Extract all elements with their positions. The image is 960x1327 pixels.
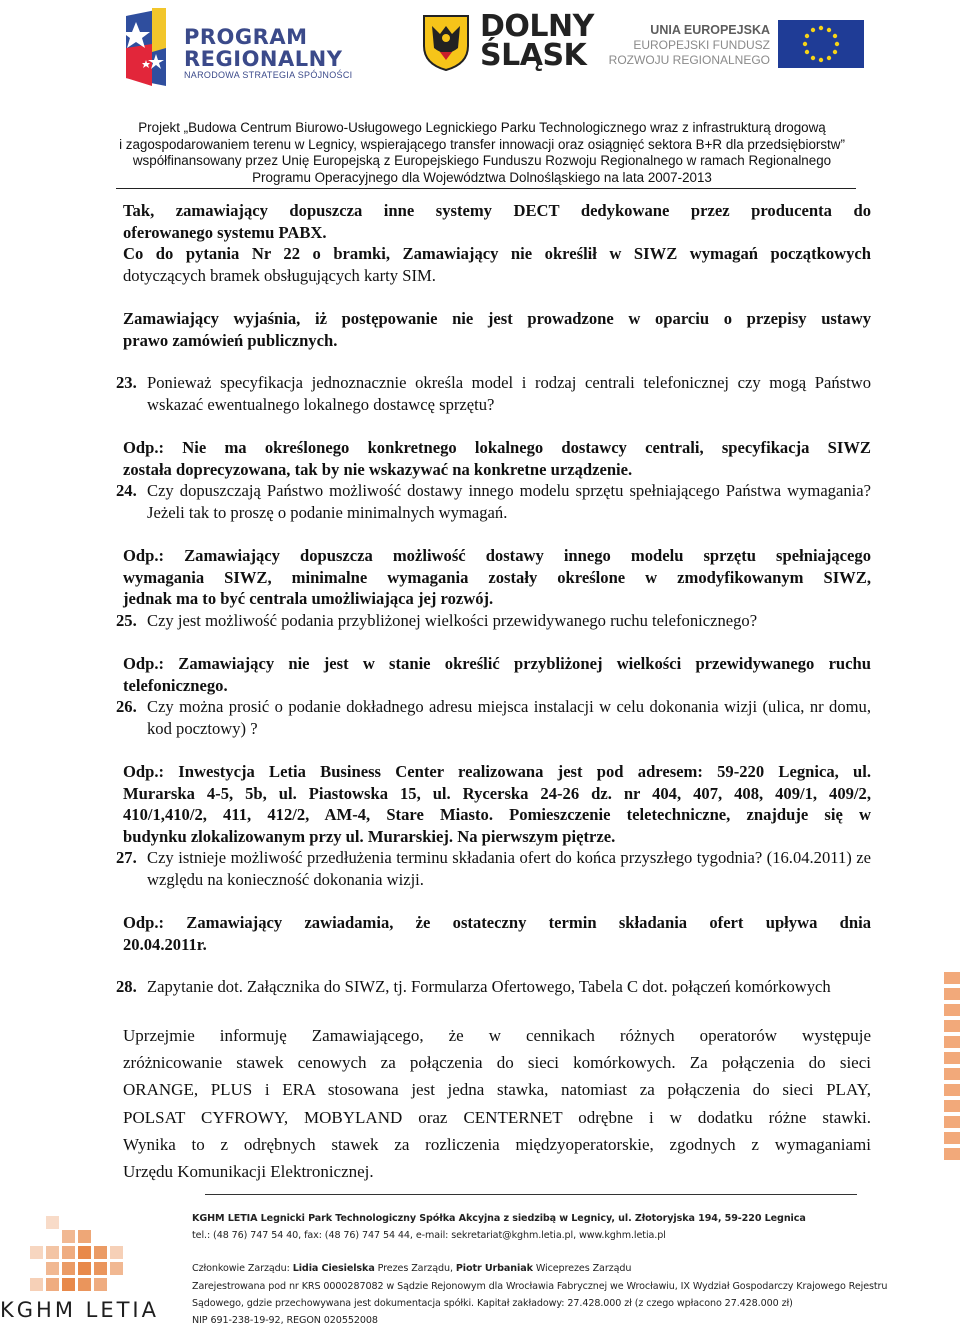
answer-24: Odp.: Zamawiający dopuszcza możliwość dostawy innego modelu sprzętu spełniającego wymagania SIWZ, minimalne wymagania zostały określone w zmodyfikowanym SIWZ, jednak ma to być centrala umożliwiająca jej rozwój. bbox=[123, 546, 871, 609]
kghm-letia-logo-text: KGHM LETIA bbox=[0, 1298, 159, 1322]
footer-divider bbox=[205, 1194, 857, 1195]
eu-logo bbox=[608, 20, 864, 70]
paragraph-pzp: Zamawiający wyjaśnia, iż postępowanie nie jest prowadzone w oparciu o przepisy ustawy prawo zamówień publicznych. bbox=[123, 309, 871, 350]
dolny-slask-crest-icon bbox=[420, 12, 472, 72]
question-25: 25. Czy jest możliwość podania przybliżonej wielkości przewidywanego ruchu telefonicznego? bbox=[116, 611, 758, 630]
project-description bbox=[112, 120, 852, 187]
program-regionalny-subtitle: NARODOWA STRATEGIA SPÓJNOŚCI bbox=[184, 70, 353, 80]
question-23: 23. Ponieważ specyfikacja jednoznacznie określa model i rodzaj centrali telefonicznej czy mogą Państwo wskazać ewentualnego lokalnego dostawcę sprzętu? bbox=[116, 373, 871, 414]
answer-26: Odp.: Inwestycja Letia Business Center realizowana jest pod adresem: 59-220 Legnica, ul. Murarska 4-5, 5b, ul. Piastowska 15, ul. Rycerska 24-26 dz. nr 404, 407, 408, 409/1, 409/2, 410/1,410/2, 411, 412/2, AM-4, Stare Miasto. Pomieszczenie teletechniczne, znajduje się w budynku zlokalizowanym przy ul. Murarskiej. Na pierwszym piętrze. bbox=[123, 762, 871, 846]
paragraph-dect: Tak, zamawiający dopuszcza inne systemy DECT dedykowane przez producenta do oferowanego systemu PABX. Co do pytania Nr 22 o bramki, Zamawiający nie określił w SIWZ wymagań początkowych dotyczących bramek obsługujących karty SIM. bbox=[123, 201, 871, 285]
project-line: Projekt „Budowa Centrum Biurowo-Usługowego Legnickiego Parku Technologicznego wraz z infrastrukturą drogową bbox=[138, 120, 826, 135]
program-regionalny-title: PROGRAM REGIONALNY bbox=[184, 25, 343, 71]
dolny-slask-title: DOLNY ŚLĄSK bbox=[480, 9, 594, 73]
question-27: 27. Czy istnieje możliwość przedłużenia terminu składania ofert do końca przyszłego tygodnia? (16.04.2011) ze względu na konieczność dokonania wizji. bbox=[116, 848, 871, 889]
footer-capital-line: Sądowego, gdzie przechowywana jest dokumentacja spółki. Kapitał zakładowy: 27.428.000 zł (z czego wpłacono 27.428.000 zł) bbox=[192, 1298, 793, 1309]
project-line: i zagospodarowaniem terenu w Legnicy, wspierającego transfer innowacji oraz osiągnięć sektora B+R dla przedsiębiorstw” bbox=[119, 136, 845, 152]
footer-registration-line: Zarejestrowana pod nr KRS 0000287082 w Sądzie Rejonowym dla Wrocławia Fabrycznej we Wrocławiu, IX Wydział Gospodarczy Krajowego Rejestru bbox=[192, 1281, 888, 1292]
footer-contact-line: tel.: (48 76) 747 54 40, fax: (48 76) 747 54 44, e-mail: sekretariat@kghm.letia.pl, www.kghm.letia.pl bbox=[192, 1230, 666, 1241]
decorative-side-strip-icon bbox=[942, 972, 960, 1172]
answer-25: Odp.: Zamawiający nie jest w stanie określić przybliżonej wielkości przewidywanego ruchu telefonicznego. bbox=[123, 654, 871, 695]
project-line: współfinansowany przez Unię Europejską z Europejskiego Funduszu Rozwoju Regionalnego w ramach Regionalnego bbox=[132, 153, 832, 169]
footer-company-line: KGHM LETIA Legnicki Park Technologiczny Spółka Akcyjna z siedzibą w Legnicy, ul. Złotoryjska 194, 59-220 Legnica bbox=[192, 1213, 806, 1224]
dolny-slask-logo bbox=[420, 9, 594, 74]
footer-nip-line: NIP 691-238-19-92, REGON 020552008 bbox=[192, 1315, 378, 1326]
program-regionalny-emblem-icon bbox=[122, 8, 182, 86]
question-26: 26. Czy można prosić o podanie dokładnego adresu miejsca instalacji w celu dokonania wizji (ulica, nr domu, kod pocztowy) ? bbox=[116, 697, 871, 738]
project-line: Programu Operacyjnego dla Województwa Dolnośląskiego na lata 2007-2013 bbox=[252, 170, 712, 186]
eu-flag-icon bbox=[778, 20, 864, 68]
question-24: 24. Czy dopuszczają Państwo możliwość dostawy innego modelu sprzętu spełniającego Państwa wymagania? Jeżeli tak to proszę o podanie minimalnych wymagań. bbox=[116, 481, 871, 522]
question-28: 28. Zapytanie dot. Załącznika do SIWZ, tj. Formularza Ofertowego, Tabela C dot. połączeń komórkowych bbox=[116, 977, 831, 996]
answer-23: Odp.: Nie ma określonego konkretnego lokalnego dostawcy centrali, specyfikacja SIWZ została doprecyzowana, tak by nie wskazywać na konkretne urządzenie. bbox=[123, 438, 871, 479]
answer-27: Odp.: Zamawiający zawiadamia, że ostateczny termin składania ofert upływa dnia 20.04.2011r. bbox=[123, 913, 871, 954]
program-regionalny-logo bbox=[122, 8, 372, 86]
header-divider bbox=[116, 188, 856, 189]
eu-fund-text: UNIA EUROPEJSKA EUROPEJSKI FUNDUSZ ROZWOJU REGIONALNEGO bbox=[608, 23, 770, 67]
footer-board-line: Członkowie Zarządu: Lidia Ciesielska Prezes Zarządu, Piotr Urbaniak Wiceprezes Zarządu bbox=[192, 1263, 632, 1274]
answer-28: Uprzejmie informuję Zamawiającego, że w cennikach różnych operatorów występuje zróżnicowanie stawek cenowych za połączenia do sieci komórkowych. Za połączenia do sieci ORANGE, PLUS i ERA stosowana jest jedna stawka, natomiast za połączenia do sieci PLAY, POLSAT CYFROWY, MOBYLAND oraz CENTERNET odrębne i w dodatku różne stawki. Wynika to z odrębnych stawek za rozliczenia międzyoperatorskie, zgodnych z wymaganiami Urzędu Komunikacji Elektronicznej. bbox=[123, 1026, 871, 1182]
